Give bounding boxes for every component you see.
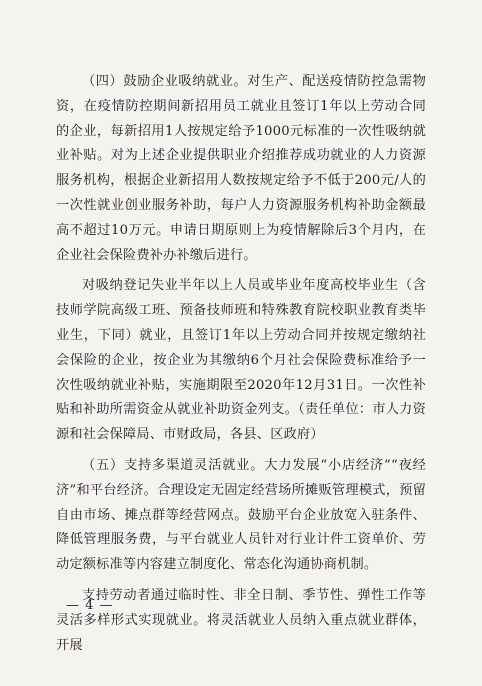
page-number: — 4 — <box>66 598 114 613</box>
paragraph-section-4: （四）鼓励企业吸纳就业。对生产、配送疫情防控急需物资，在疫情防控期间新招用员工就业且签订1年以上劳动合同的企业，每新招用1人按规定给予1000元标准的一次性吸纳就业补贴。对为上述企业提供职业介绍推荐成功就业的人力资源服务机构，根据企业新招用人数按规定给予不低于200元/人的一次性就业创业服务补助，每户人力资源服务机构补助金额最高不超过10万元。申请日期原则上为疫情解除后3个月内，在企业社会保险费补办补缴后进行。 <box>56 74 426 263</box>
paragraph-flexible-work: 支持劳动者通过临时性、非全日制、季节性、弹性工作等灵活多样形式实现就业。将灵活就业人员纳入重点就业群体，开展 <box>56 587 426 653</box>
paragraph-unemployed-subsidy: 对吸纳登记失业半年以上人员或毕业年度高校毕业生（含技师学院高级工班、预备技师班和特殊教育院校职业教育类毕业生，下同）就业，且签订1年以上劳动合同并按规定缴纳社会保险的企业，按企业为其缴纳6个月社会保险费标准给予一次性吸纳就业补贴，实施期限至2020年12月31日。一次性补贴和补助所需资金从就业补助资金列支。（责任单位：市人力资源和社会保障局、市财政局，各县、区政府） <box>56 278 426 443</box>
paragraph-section-5: （五）支持多渠道灵活就业。大力发展“小店经济”“夜经济”和平台经济。合理设定无固定经营场所摊贩管理模式，预留自由市场、摊点群等经营网点。鼓励平台企业放宽入驻条件、降低管理服务费，与平台就业人员针对行业计件工资单价、劳动定额标准等内容建立制度化、常态化沟通协商机制。 <box>56 457 426 573</box>
body-text <box>56 70 426 664</box>
